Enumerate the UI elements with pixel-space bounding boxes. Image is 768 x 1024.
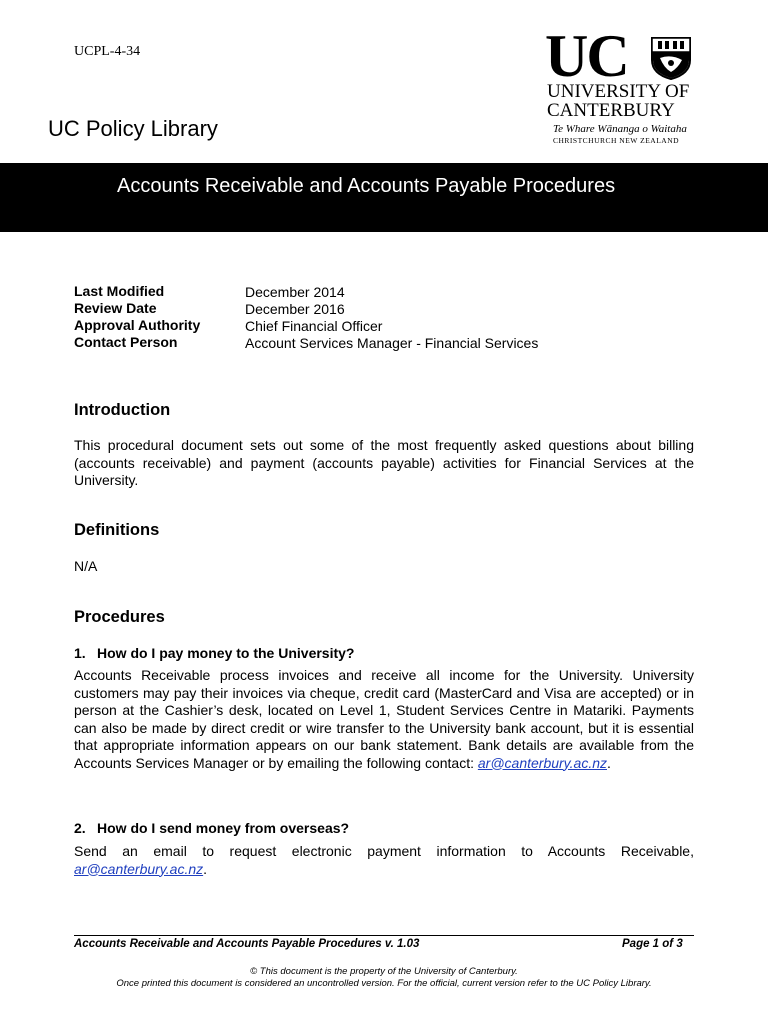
title-banner <box>0 163 768 232</box>
meta-value-contact-person: Account Services Manager - Financial Services <box>245 335 539 351</box>
university-logo <box>545 23 705 148</box>
definitions-heading: Definitions <box>74 521 160 539</box>
logo-initials: UC <box>545 23 628 89</box>
document-code: UCPL-4-34 <box>74 44 141 59</box>
procedure-question-1-text: How do I pay money to the University? <box>97 645 355 661</box>
email-link[interactable]: ar@canterbury.ac.nz <box>477 754 607 771</box>
introduction-heading: Introduction <box>74 401 171 419</box>
procedure-number-1: 1. <box>74 645 86 661</box>
procedure-number-2: 2. <box>74 820 86 836</box>
footer-divider <box>74 935 694 936</box>
procedure-answer-2 <box>74 843 694 878</box>
logo-university-line1: UNIVERSITY OF <box>547 81 690 102</box>
procedure-answer-1-tail: . <box>607 754 611 771</box>
meta-value-approval-authority: Chief Financial Officer <box>245 318 383 334</box>
definitions-body: N/A <box>74 558 98 574</box>
meta-label-contact-person: Contact Person <box>74 334 178 350</box>
email-link[interactable]: ar@canterbury.ac.nz <box>74 860 204 877</box>
crest-icon <box>650 36 692 80</box>
meta-label-approval-authority: Approval Authority <box>74 317 201 333</box>
procedure-question-2 <box>74 820 349 836</box>
procedure-answer-1-text: Accounts Receivable process invoices and receive all income for the University. University customers may pay their invoices via cheque, credit card (MasterCard and Visa are accepted) or in person at the Cashier’s desk, located on Level 1, Student Services Centre in Matariki. Payments can also be made by direct credit or wire transfer to the University bank account, but it is essential that appropriate information appears on our bank statement. Bank details are available from the Accounts Services Manager or by emailing the following contact: <box>74 667 694 771</box>
procedure-answer-2-tail: . <box>203 860 208 877</box>
meta-label-last-modified: Last Modified <box>74 283 165 299</box>
library-title: UC Policy Library <box>48 116 218 141</box>
footer-notice: Once printed this document is considered an uncontrolled version. For the official, current version refer to the UC Policy Library. <box>116 978 652 989</box>
logo-university-line2: CANTERBURY <box>547 100 675 121</box>
procedures-heading: Procedures <box>74 608 165 626</box>
footer-page-number: Page 1 of 3 <box>622 938 683 950</box>
meta-value-last-modified: December 2014 <box>245 284 345 300</box>
procedure-answer-2-text: Send an email to request electronic payment information to Accounts Receivable, <box>74 843 694 859</box>
footer-copyright: © This document is the property of the University of Canterbury. <box>250 966 518 977</box>
document-title: Accounts Receivable and Accounts Payable Procedures <box>117 175 616 197</box>
introduction-body: This procedural document sets out some of the most frequently asked questions about billing (accounts receivable) and payment (accounts payable) activities for Financial Services at the University. <box>74 437 694 488</box>
logo-maori-name: Te Whare Wānanga o Waitaha <box>553 123 687 135</box>
procedure-question-2-text: How do I send money from overseas? <box>97 820 350 836</box>
meta-label-review-date: Review Date <box>74 300 157 316</box>
procedure-answer-1 <box>74 667 694 772</box>
procedure-question-1 <box>74 645 354 661</box>
meta-value-review-date: December 2016 <box>245 301 345 317</box>
logo-city: CHRISTCHURCH NEW ZEALAND <box>553 136 680 145</box>
footer-document-title: Accounts Receivable and Accounts Payable Procedures v. 1.03 <box>74 938 420 950</box>
